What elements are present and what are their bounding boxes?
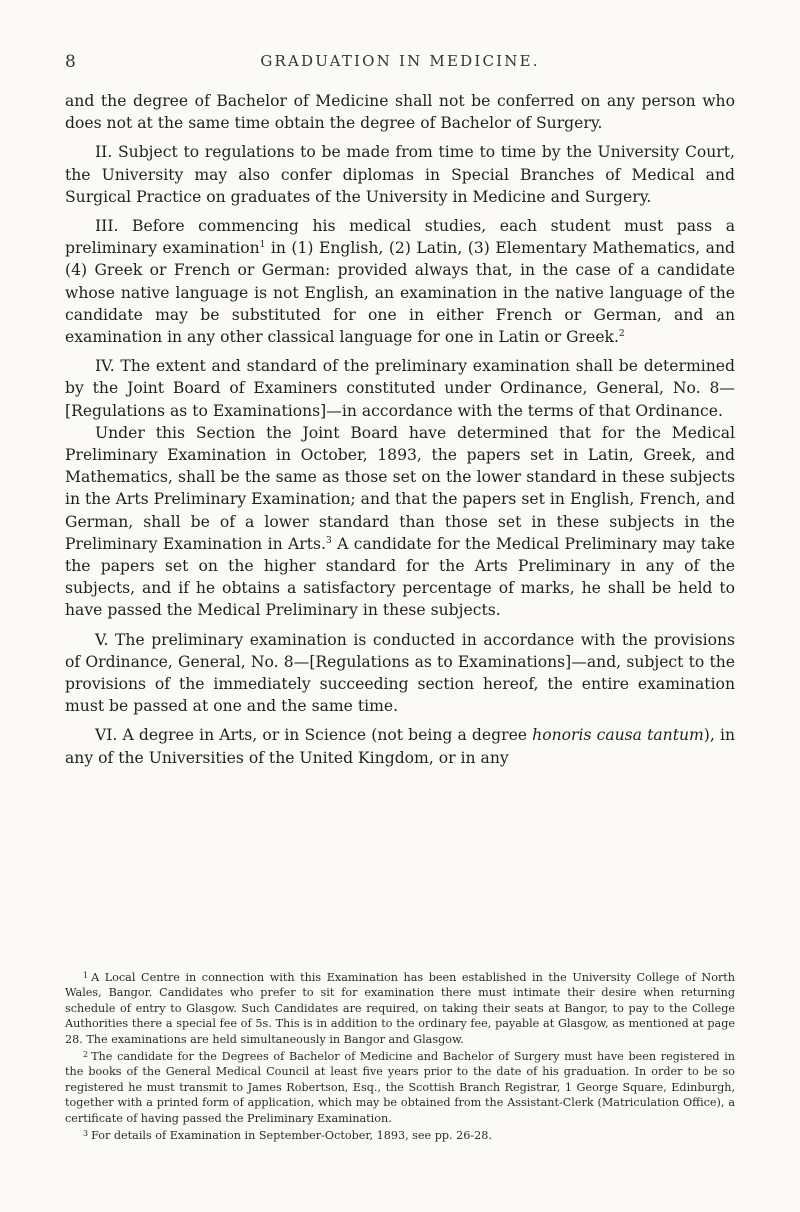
joint-board-paragraph: [65, 422, 735, 622]
footnote-marker: 2: [83, 1050, 89, 1060]
footnote-ref-3[interactable]: 3: [325, 535, 332, 546]
section-iv-paragraph: IV. The extent and standard of the preliminary examination shall be determined by the Joint Board of Examiners constituted under Ordinance, General, No. 8—[Regulations as to Examinations]—in accordance with the terms of that Ordinance.: [65, 357, 735, 420]
paragraph-continuation: and the degree of Bachelor of Medicine shall not be conferred on any person who does not at the same time obtain the degree of Bachelor of Surgery.: [65, 92, 735, 133]
footnote-marker: 1: [83, 971, 89, 980]
footnote-2: [65, 1047, 735, 1126]
section-vi-italic: honoris causa tantum: [532, 726, 704, 745]
footnote-text: A Local Centre in connection with this Examination has been established in the University College of North Wales, Bangor. Candidates who prefer to sit for examination there must intimate their desire when returning schedule of entry to Glasgow. Such Candidates are required, on taking their seats at Bangor, to pay to the College Authorities there a special fee of 5s. This is in addition to the ordinary fee, payable at Glasgow, as mentioned at page 28. The examinations are held simultaneously in Bangor and Glasgow.: [65, 971, 735, 1046]
footnote-text: For details of Examination in September-October, 1893, see pp. 26-28.: [91, 1129, 492, 1143]
footnote-ref-2[interactable]: 2: [618, 329, 625, 340]
section-vi-text-b: ), in any of the Universities of the United Kingdom, or in any: [65, 726, 735, 767]
footnote-3: [65, 1126, 735, 1143]
joint-board-text-a: Under this Section the Joint Board have determined that for the Medical Preliminary Examination in October, 1893, the papers set in Latin, Greek, and Mathematics, shall be the same as those set on the lower standard in these subjects in the Arts Preliminary Examination; and that the papers set in English, French, and German, shall be of a lower standard than those set in these subjects in the Preliminary Examination in Arts.: [65, 423, 735, 553]
section-ii-paragraph: II. Subject to regulations to be made from time to time by the University Court, the University may also confer diplomas in Special Branches of Medical and Surgical Practice on graduates of the University in Medicine and Surgery.: [65, 143, 735, 206]
footnote-text: The candidate for the Degrees of Bachelor of Medicine and Bachelor of Surgery must have been registered in the books of the General Medical Council at least five years prior to the date of his graduation. In order to be so registered he must transmit to James Robertson, Esq., the Scottish Branch Registrar, 1 George Square, Edinburgh, together with a printed form of application, which may be obtained from the Assistant-Clerk (Matriculation Office), a certificate of having passed the Preliminary Examination.: [65, 1050, 735, 1125]
section-vi-paragraph: [65, 724, 735, 768]
section-iii-text-b: in (1) English, (2) Latin, (3) Elementary Mathematics, and (4) Greek or French or German: provided always that, in the case of a candidate whose native language is not English, an examination in the native language of the candidate may be substituted for one in either French or German, and an examination in any other classical language for one in Latin or Greek.: [65, 239, 735, 347]
footnote-ref-1[interactable]: 1: [259, 240, 266, 251]
footnotes: [65, 968, 735, 1143]
main-text: [65, 90, 735, 769]
footnote-1: [65, 968, 735, 1047]
joint-board-text-b: A candidate for the Medical Preliminary may take the papers set on the higher standard for the Arts Preliminary in any of the subjects, and if he obtains a satisfactory percentage of marks, he shall be held to have passed the Medical Preliminary in these subjects.: [65, 534, 735, 620]
page-header: [65, 52, 735, 76]
section-iii-text-a: III. Before commencing his medical studies, each student must pass a preliminary examination: [65, 217, 735, 258]
section-v-paragraph: V. The preliminary examination is conducted in accordance with the provisions of Ordinance, General, No. 8—[Regulations as to Examinations]—and, subject to the provisions of the immediately succeeding section hereof, the entire examination must be passed at one and the same time.: [65, 630, 735, 716]
footnote-marker: 3: [83, 1129, 89, 1139]
section-vi-text-a: VI. A degree in Arts, or in Science (not being a degree: [95, 726, 533, 745]
page-number: 8: [65, 52, 76, 72]
running-title: GRADUATION IN MEDICINE.: [260, 52, 540, 70]
section-iii-paragraph: [65, 215, 735, 348]
